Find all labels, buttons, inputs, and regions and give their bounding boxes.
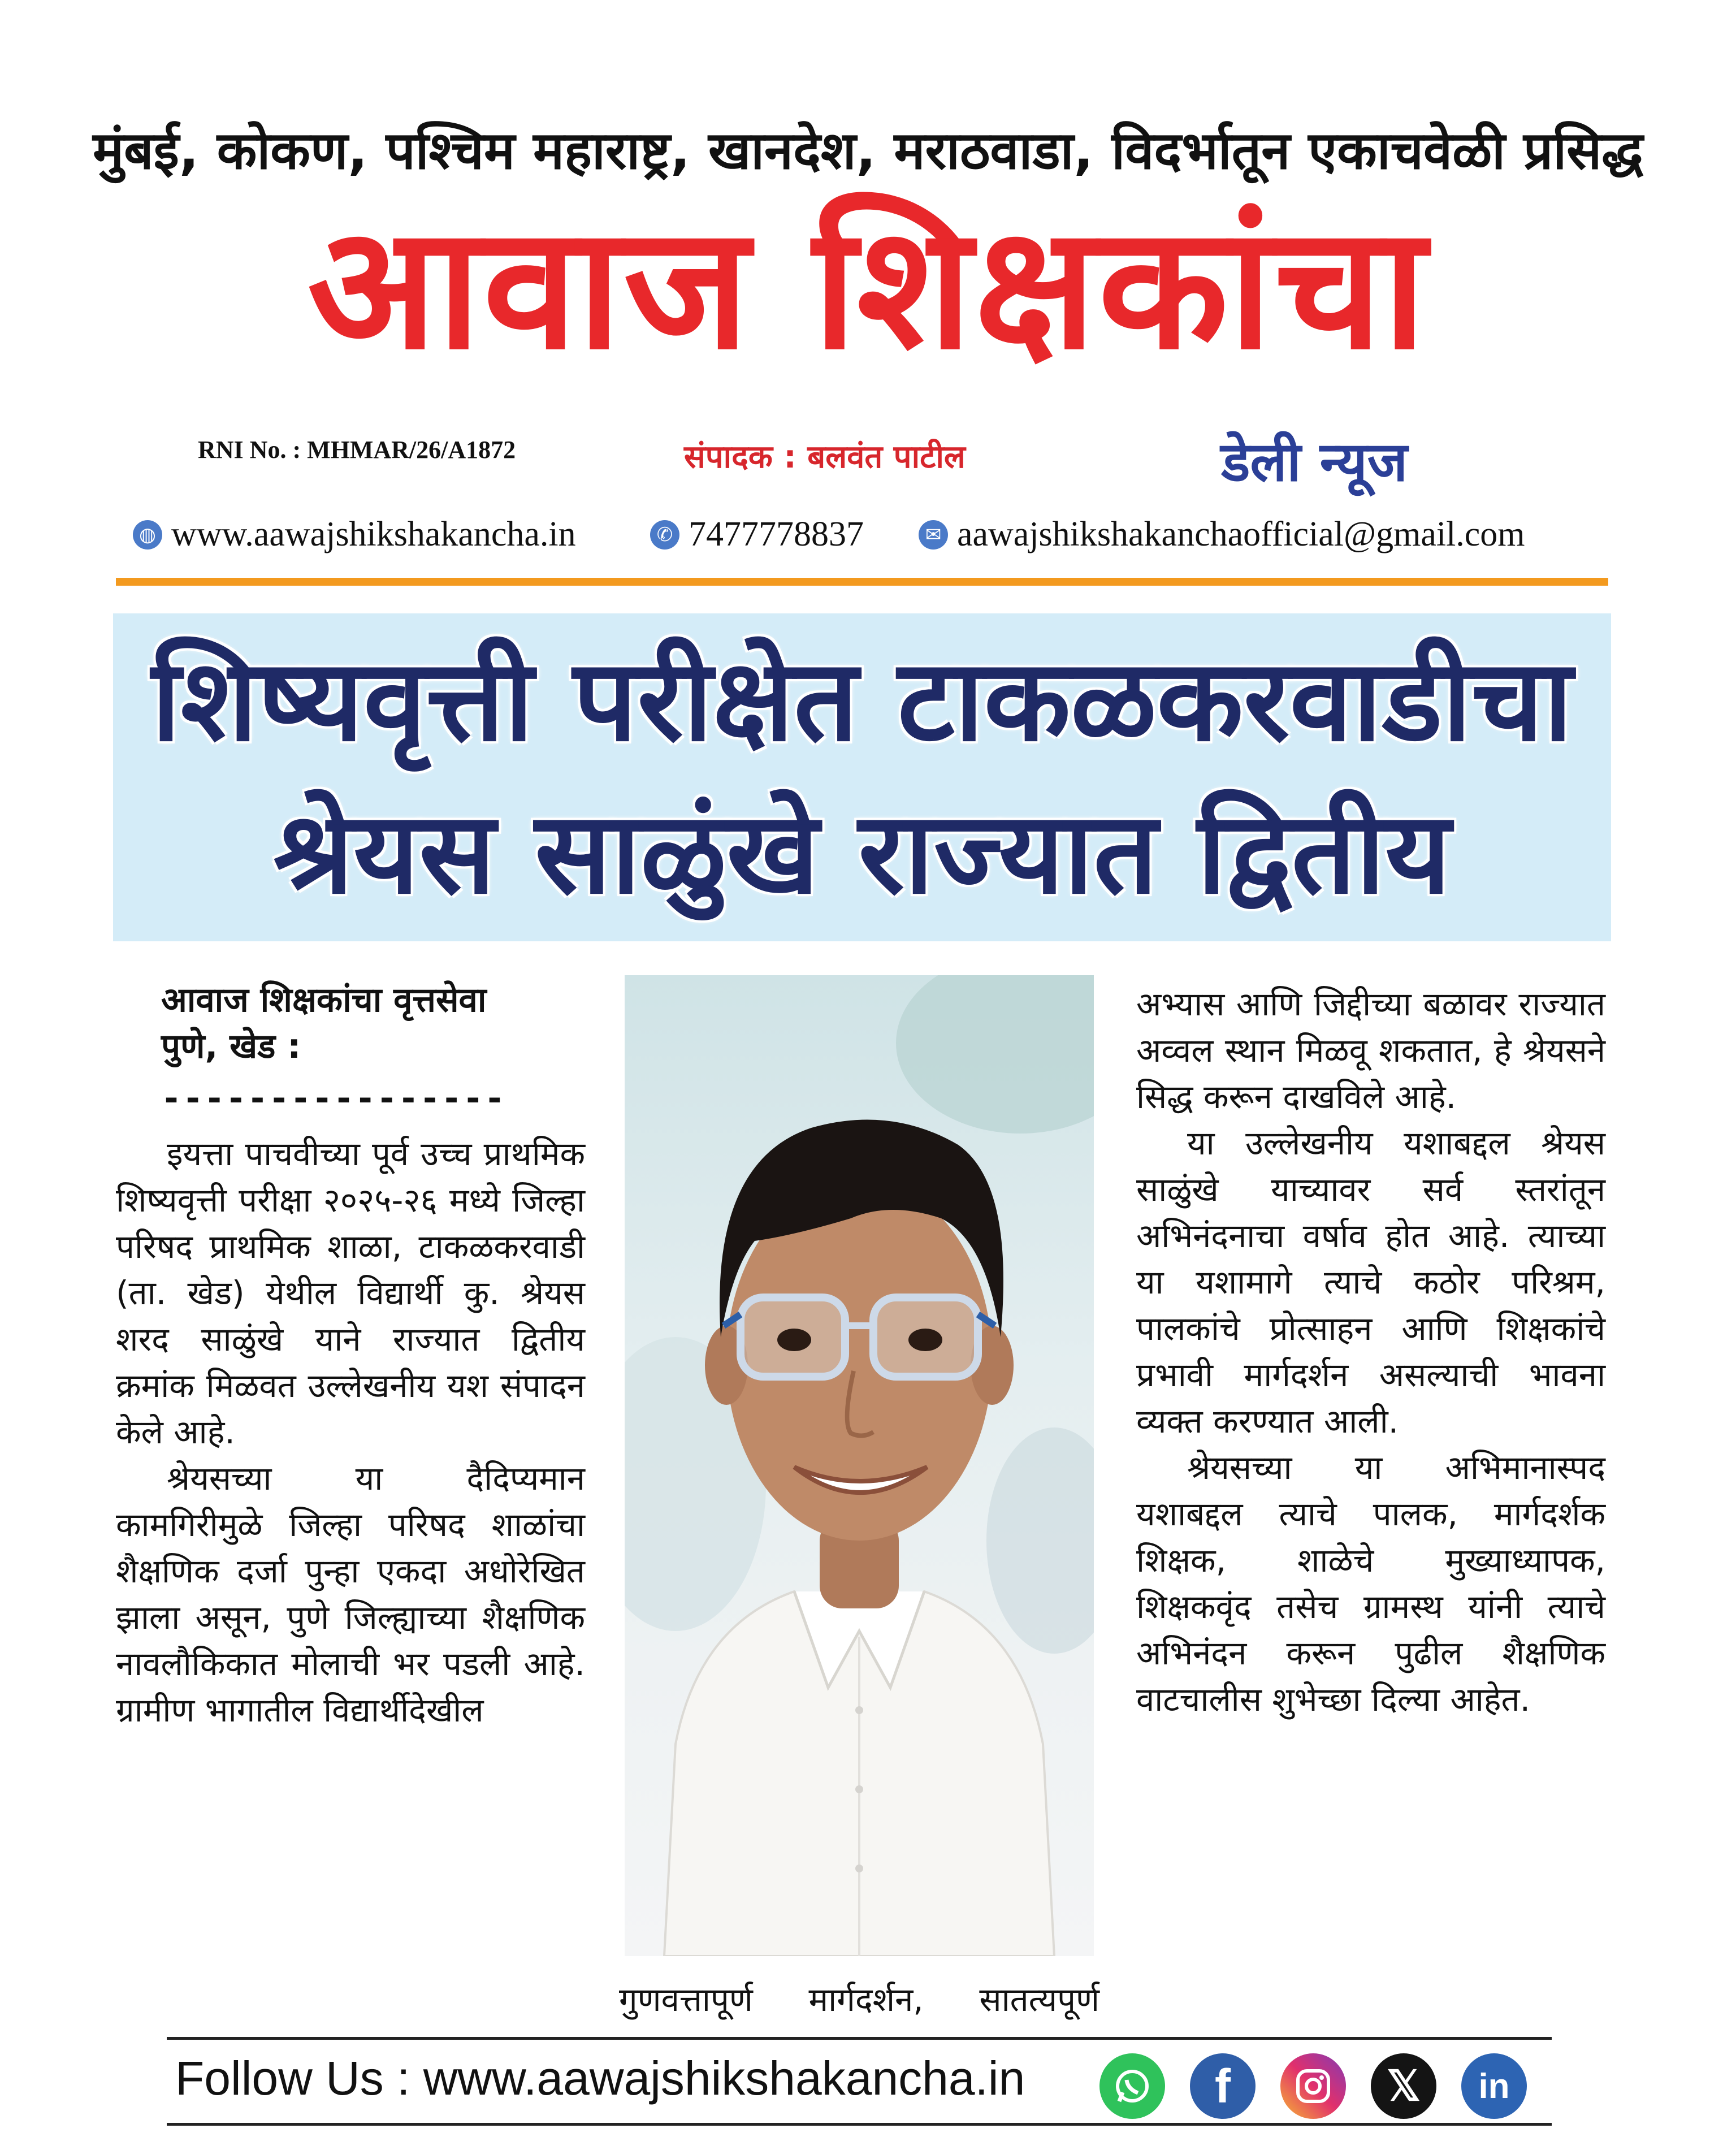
headline-line-1: शिष्यवृत्ती परीक्षेत टाकळकरवाडीचा (151, 635, 1573, 767)
article-right-column (1136, 981, 1605, 1723)
daily-news-label: डेली न्यूज (1221, 430, 1408, 494)
masthead-tagline: मुंबई, कोकण, पश्चिम महाराष्ट्र, खानदेश, मराठवाडा, विदर्भातून एकाचवेळी प्रसिद्ध (93, 120, 1643, 181)
rni-number: RNI No. : MHMAR/26/A1872 (198, 436, 516, 464)
byline-agency: आवाज शिक्षकांचा वृत्तसेवा (161, 980, 487, 1020)
byline-location: पुणे, खेड : (161, 1027, 301, 1066)
headline-line-2: श्रेयस साळुंखे राज्यात द्वितीय (273, 788, 1451, 919)
x-icon[interactable]: 𝕏 (1371, 2053, 1436, 2119)
article-paragraph: इयत्ता पाचवीच्या पूर्व उच्च प्राथमिक शिष्यवृत्ती परीक्षा २०२५-२६ मध्ये जिल्हा परिषद प्राथमिक शाळा, टाकळकरवाडी (ता. खेड) येथील विद्यार्थी कु. श्रेयस शरद साळुंखे याने राज्यात द्वितीय क्रमांक मिळवत उल्लेखनीय यश संपादन केले आहे. (116, 1135, 585, 1451)
phone-text: 7477778837 (689, 515, 864, 553)
whatsapp-icon[interactable] (1099, 2053, 1165, 2119)
footer-bottom-rule (167, 2123, 1552, 2126)
byline (161, 977, 486, 1070)
instagram-icon[interactable] (1280, 2053, 1346, 2119)
email-text: aawajshikshakanchaofficial@gmail.com (957, 515, 1525, 553)
footer-top-rule (167, 2037, 1552, 2040)
mail-icon: ✉ (919, 520, 948, 550)
student-photo (625, 975, 1094, 1956)
article-left-column (116, 1131, 585, 1733)
header-divider (116, 578, 1608, 586)
byline-divider: ---------------- (161, 1079, 506, 1118)
linkedin-icon[interactable]: in (1461, 2053, 1527, 2119)
boy-portrait-illustration (625, 975, 1094, 1956)
photo-caption-text: गुणवत्तापूर्ण मार्गदर्शन, सातत्यपूर्ण (619, 1980, 1099, 2019)
phone-icon: ✆ (650, 520, 679, 550)
article-paragraph: अभ्यास आणि जिद्दीच्या बळावर राज्यात अव्वल स्थान मिळवू शकतात, हे श्रेयसने सिद्ध करून दाखविले आहे. (1136, 985, 1605, 1116)
article-paragraph: श्रेयसच्या या अभिमानास्पद यशाबद्दल त्याचे पालक, मार्गदर्शक शिक्षक, शाळेचे मुख्याध्यापक, शिक्षकवृंद तसेच ग्रामस्थ यांनी त्याचे अभिनंदन करून पुढील शैक्षणिक वाटचालीस शुभेच्छा दिल्या आहेत. (1136, 1448, 1605, 1719)
article-paragraph: श्रेयसच्या या दैदिप्यमान कामगिरीमुळे जिल्हा परिषद शाळांचा शैक्षणिक दर्जा पुन्हा एकदा अधोरेखित झाला असून, पुणे जिल्ह्याच्या शैक्षणिक नावलौकिकात मोलाची भर पडली आहे. ग्रामीण भागातील विद्यार्थीदेखील (116, 1459, 585, 1729)
newspaper-title: आवाज शिक्षकांचा (307, 189, 1429, 387)
globe-icon: ◍ (133, 520, 162, 550)
contact-email[interactable] (919, 514, 1525, 555)
website-text: www.aawajshikshakancha.in (171, 515, 576, 553)
follow-us-link[interactable]: Follow Us : www.aawajshikshakancha.in (175, 2052, 1025, 2105)
contact-website[interactable] (133, 514, 576, 555)
article-paragraph: या उल्लेखनीय यशाबद्दल श्रेयस साळुंखे याच्यावर सर्व स्तरांतून अभिनंदनाचा वर्षाव होत आहे. त्याच्या या यशामागे त्याचे कठोर परिश्रम, पालकांचे प्रोत्साहन आणि शिक्षकांचे प्रभावी मार्गदर्शन असल्याची भावना व्यक्त करण्यात आली. (1136, 1124, 1605, 1440)
editor-name: संपादक : बलवंत पाटील (684, 439, 966, 475)
contact-phone[interactable] (650, 514, 864, 555)
facebook-icon[interactable]: f (1190, 2053, 1256, 2119)
